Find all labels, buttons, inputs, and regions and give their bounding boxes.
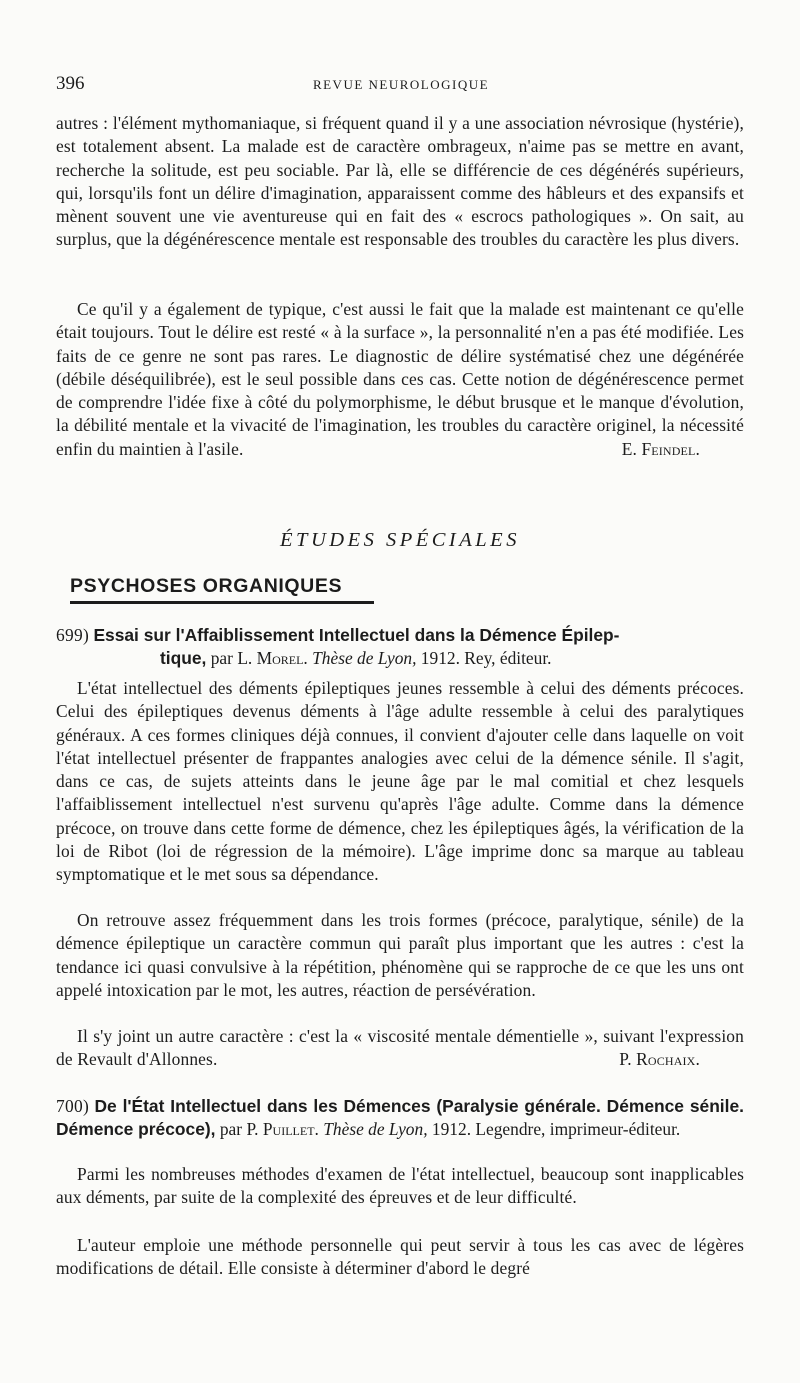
by-word: par (219, 1119, 243, 1140)
page-header (56, 73, 746, 97)
running-head: REVUE NEUROLOGIQUE (312, 77, 490, 92)
entry-publisher: 1912. Legendre, imprimeur-éditeur. (431, 1119, 681, 1140)
entry-700-heading (56, 1095, 744, 1142)
entry-number: 700) (56, 1096, 90, 1116)
entry-699-heading (56, 624, 744, 671)
paragraph-text: Il s'y joint un autre caractère : c'est la « viscosité mentale démentielle », suivant l'expression de Revault d'Allonnes. (56, 1026, 744, 1070)
section-heading: ÉTUDES SPÉCIALES (280, 529, 520, 551)
entry-author: L. Morel. (237, 648, 308, 669)
entry-699-paragraph-1 (56, 677, 744, 886)
entry-title-continued: tique, (160, 648, 207, 669)
paragraph-text: L'état intellectuel des déments épileptiques jeunes ressemble à celui des déments précoces. Celui des épileptiques devenus déments à l'âge adulte ressemble à celui des paralytiques généraux. A ces formes cliniques déjà connues, il convient d'ajouter celle dans laquelle on voit l'état intellectuel présenter de frappantes analogies avec celui de la démence sénile. Il s'agit, dans ce cas, de sujets atteints dans le jeune âge par le mal comitial et chez lesquels l'affaiblissement intellectuel n'est survenu qu'après l'âge adulte. Comme dans la démence précoce, on trouve dans cette forme de démence, chez les épileptiques âgés, la vérification de la loi de Ribot (loi de régression de la mémoire). L'âge imprime donc sa marque au tableau symptomatique et le met sous sa dépendance. (56, 678, 744, 884)
entry-699-paragraph-2 (56, 909, 744, 1002)
entry-title: Essai sur l'Affaiblissement Intellectuel dans la Démence Épilep- (93, 625, 620, 645)
entry-number: 699) (56, 625, 90, 645)
entry-publisher: 1912. Rey, éditeur. (420, 648, 552, 669)
entry-thesis: Thèse de Lyon, (312, 648, 417, 669)
author-signature: E. Feindel. (621, 438, 700, 459)
author-signature: P. Rochaix. (619, 1049, 700, 1070)
paragraph-text: autres : l'élément mythomaniaque, si fréquent quand il y a une association névrosique (hystérie), est totalement absent. La malade est de caractère ombrageux, n'aime pas se mettre en avant, recherche la solitude, est peu sociable. Par là, elle se différencie de ces dégénérés supérieurs, qui, lorsqu'ils font un délire d'imagination, apparaissent comme des hâbleurs et des expansifs et mènent souvent une vie aventureuse qui en fait des « escrocs pathologiques ». On sait, au surplus, que la dégénérescence mentale est responsable des troubles du caractère les plus divers. (56, 113, 744, 250)
page-number: 396 (56, 73, 85, 94)
paragraph-text: Parmi les nombreuses méthodes d'examen de l'état intellectuel, beaucoup sont inapplicables aux déments, par suite de la complexité des épreuves et de leur difficulté. (56, 1164, 744, 1208)
by-word: par (210, 648, 233, 669)
paragraph-text: L'auteur emploie une méthode personnelle qui peut servir à tous les cas avec de légères modifications de détail. Elle consiste à déterminer d'abord le degré (56, 1235, 744, 1279)
paragraph-text: On retrouve assez fréquemment dans les trois formes (précoce, paralytique, sénile) de la démence épileptique un caractère commun qui paraît plus important que les autres : c'est la tendance ici quasi convulsive à la répétition, phénomène qui se rapproche de ce que les uns ont appelé intoxication par le mot, les autres, réaction de persévération. (56, 910, 744, 1000)
entry-700-paragraph-2 (56, 1234, 744, 1281)
section-title: PSYCHOSES ORGANIQUES (70, 575, 343, 597)
entry-700-paragraph-1 (56, 1163, 744, 1210)
entry-author: P. Puillet. (246, 1119, 319, 1140)
entry-699-paragraph-3 (56, 1025, 744, 1072)
paragraph-continued (56, 112, 744, 252)
paragraph-diagnosis (56, 298, 744, 461)
section-underline (70, 601, 374, 604)
paragraph-text: Ce qu'il y a également de typique, c'est aussi le fait que la malade est maintenant ce qu'elle était toujours. Tout le délire est resté « à la surface », la personnalité n'en a pas été modifiée. Les faits de ce genre ne sont pas rares. Le diagnostic de délire systématisé chez une dégénérée (débile déséquilibrée), est le seul possible dans ces cas. Cette notion de dégénérescence permet de comprendre l'idée fixe à côté du polymorphisme, le début brusque et le manque d'évolution, la débilité mentale et la vivacité de l'imagination, les troubles du caractère originel, la nécessité enfin du maintien à l'asile. (56, 299, 744, 459)
entry-thesis: Thèse de Lyon, (323, 1119, 428, 1140)
entry-title: De l'État Intellectuel dans les Démences (Paralysie générale. Démence sénile. Démence précoce), (56, 1096, 744, 1140)
